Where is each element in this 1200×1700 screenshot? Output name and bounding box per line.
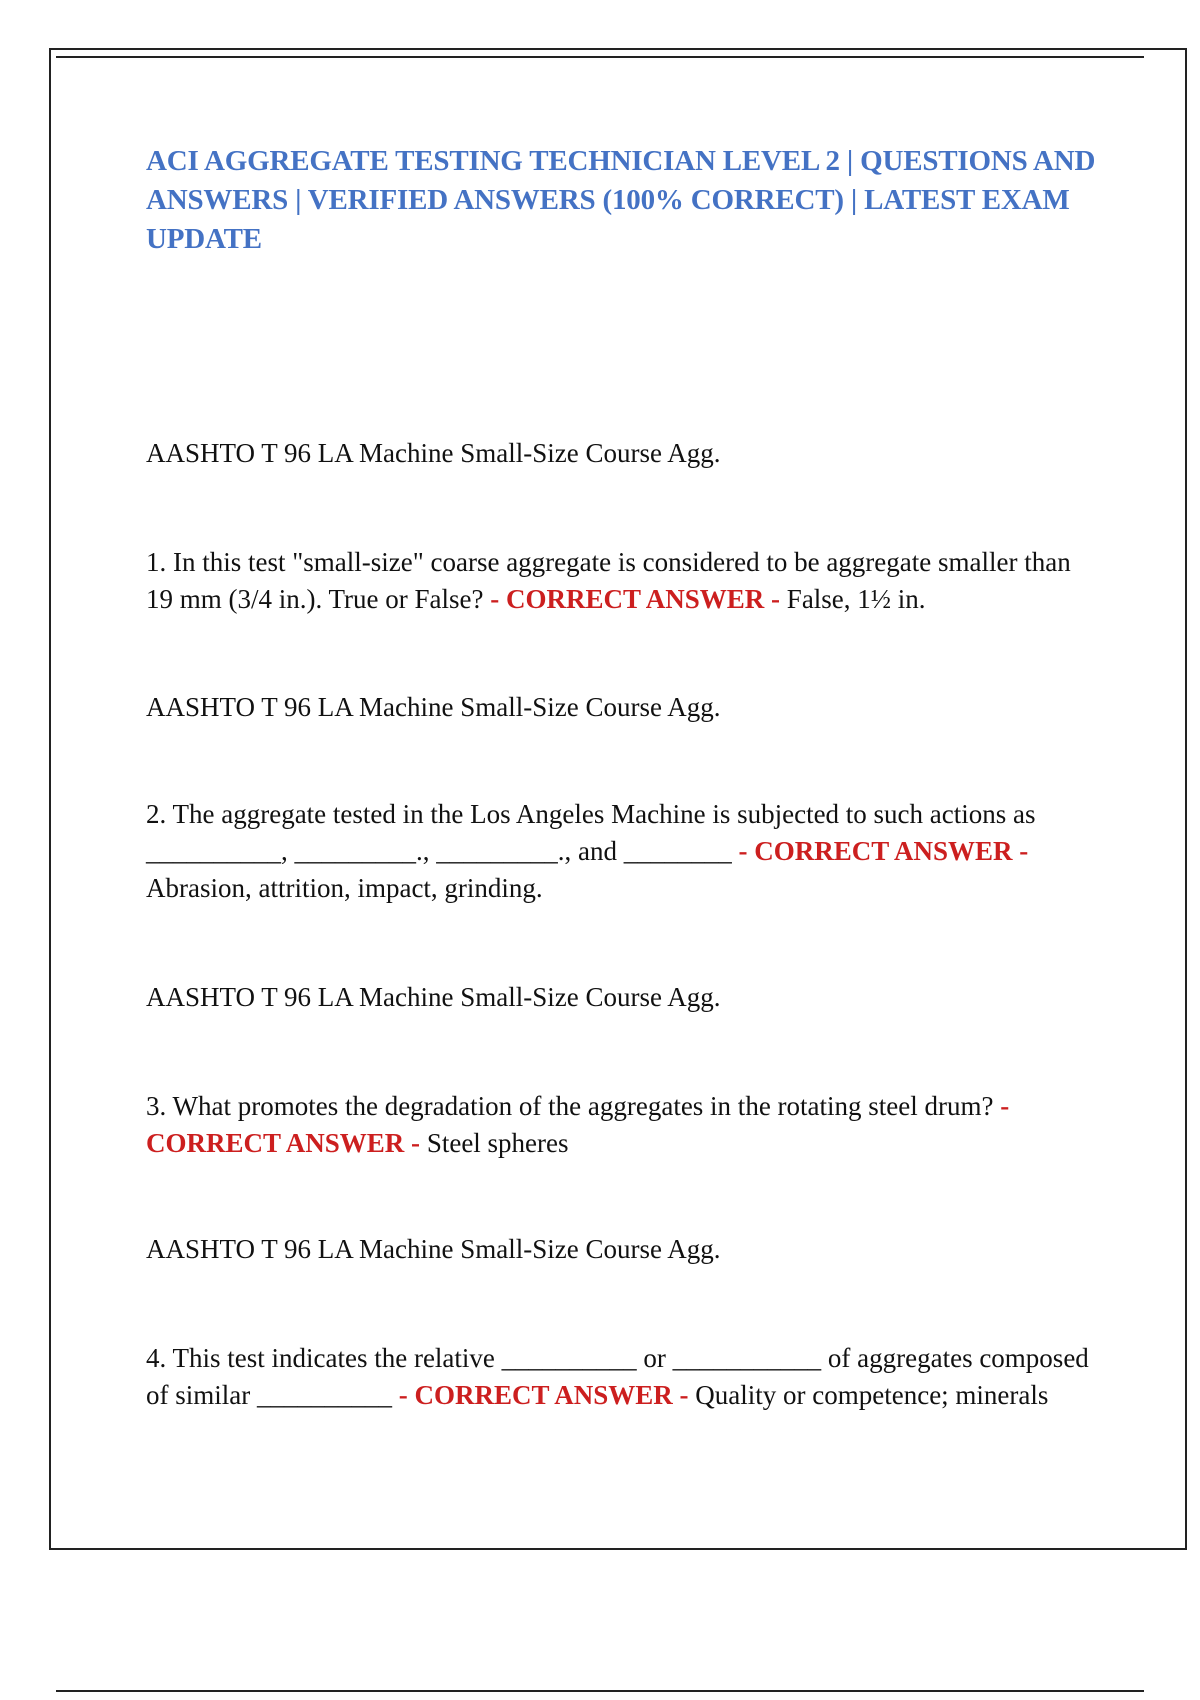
question-4-answer: Quality or competence; minerals [695,1380,1049,1410]
question-1 [146,544,1096,618]
section-heading-4: AASHTO T 96 LA Machine Small-Size Course Agg. [146,1234,721,1264]
question-4-text: 4. This test indicates the relative __________ or ___________ of aggregates composed of similar __________ [146,1343,1089,1410]
question-3-answer: Steel spheres [426,1128,569,1158]
question-4 [146,1340,1096,1414]
question-1-answer: False, 1½ in. [786,584,926,614]
section-heading-2: AASHTO T 96 LA Machine Small-Size Course Agg. [146,692,721,722]
question-2-answer: Abrasion, attrition, impact, grinding. [146,873,543,903]
question-2 [146,796,1096,907]
question-3 [146,1088,1096,1162]
question-1-text: 1. In this test "small-size" coarse aggregate is considered to be aggregate smaller than 19 mm (3/4 in.). True or False? [146,547,1071,614]
section-heading-3: AASHTO T 96 LA Machine Small-Size Course Agg. [146,982,721,1012]
correct-answer-label: - CORRECT ANSWER - [738,836,1029,866]
footer-rule [56,1690,1144,1692]
question-3-text: 3. What promotes the degradation of the aggregates in the rotating steel drum? [146,1091,994,1121]
section-heading-1: AASHTO T 96 LA Machine Small-Size Course Agg. [146,438,721,468]
question-2-text: 2. The aggregate tested in the Los Angeles Machine is subjected to such actions as __________, _________., _________., and ________ [146,799,1036,866]
correct-answer-label: - CORRECT ANSWER - [398,1380,689,1410]
correct-answer-label: - CORRECT ANSWER - [146,1091,1010,1158]
correct-answer-label: - CORRECT ANSWER - [490,584,781,614]
header-rule [56,56,1144,58]
document-title: ACI AGGREGATE TESTING TECHNICIAN LEVEL 2 | QUESTIONS AND ANSWERS | VERIFIED ANSWERS (100% CORRECT) | LATEST EXAM UPDATE [146,145,1096,255]
